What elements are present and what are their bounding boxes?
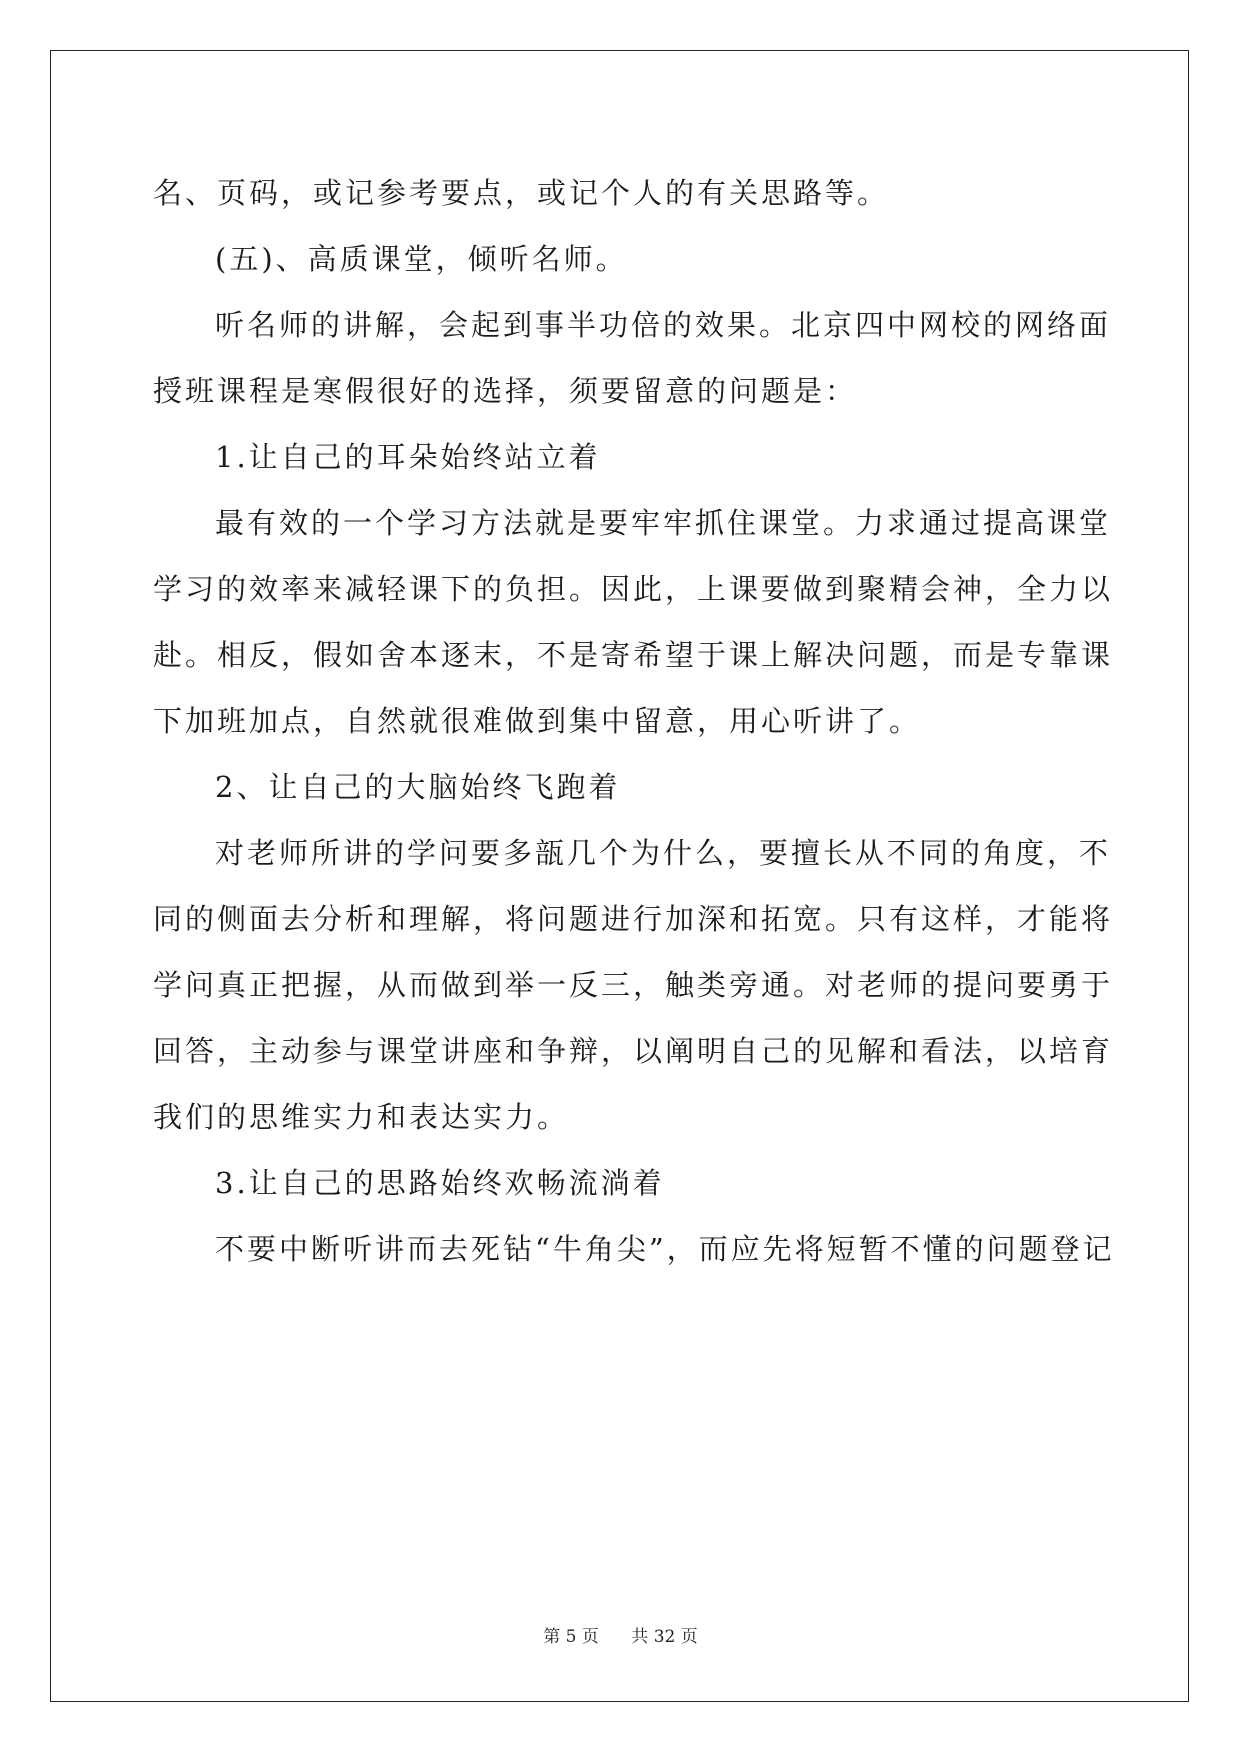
- paragraph-line: 同的侧面去分析和理解，将问题进行加深和拓宽。只有这样，才能将: [153, 902, 1114, 936]
- paragraph-line: 听名师的讲解，会起到事半功倍的效果。北京四中网校的网络面: [215, 308, 1112, 342]
- subsection-heading: 2、让自己的大脑始终飞跑着: [215, 770, 621, 804]
- paragraph-line: 对老师所讲的学问要多瓿几个为什么，要擅长从不同的角度，不: [215, 836, 1112, 870]
- paragraph-line: 学问真正把握，从而做到举一反三，触类旁通。对老师的提问要勇于: [153, 968, 1114, 1002]
- paragraph-line: 下加班加点，自然就很难做到集中留意，用心听讲了。: [153, 704, 922, 738]
- paragraph-line: 赴。相反，假如舍本逐末，不是寄希望于课上解决问题，而是专靠课: [153, 638, 1114, 672]
- paragraph-line: 学习的效率来减轻课下的负担。因此，上课要做到聚精会神，全力以: [153, 572, 1114, 606]
- page-footer: [0, 1622, 1241, 1647]
- document-body: [153, 160, 1115, 1282]
- subsection-heading: 1.让自己的耳朵始终站立着: [215, 440, 601, 474]
- text-line: 名、页码，或记参考要点，或记个人的有关思路等。: [153, 176, 890, 210]
- page-total: 共 32 页: [631, 1627, 698, 1647]
- paragraph-line: 授班课程是寒假很好的选择，须要留意的问题是：: [153, 374, 858, 408]
- subsection-heading: 3.让自己的思路始终欢畅流淌着: [215, 1166, 665, 1200]
- page-number: 第 5 页: [543, 1627, 599, 1647]
- paragraph-line: 不要中断听讲而去死钻“牛角尖”，而应先将短暂不懂的问题登记: [215, 1232, 1115, 1266]
- paragraph-line: 回答，主动参与课堂讲座和争辩，以阐明自己的见解和看法，以培育: [153, 1034, 1114, 1068]
- paragraph-line: 我们的思维实力和表达实力。: [153, 1100, 570, 1134]
- section-heading: (五)、高质课堂，倾听名师。: [215, 242, 628, 276]
- paragraph-line: 最有效的一个学习方法就是要牢牢抓住课堂。力求通过提高课堂: [215, 506, 1112, 540]
